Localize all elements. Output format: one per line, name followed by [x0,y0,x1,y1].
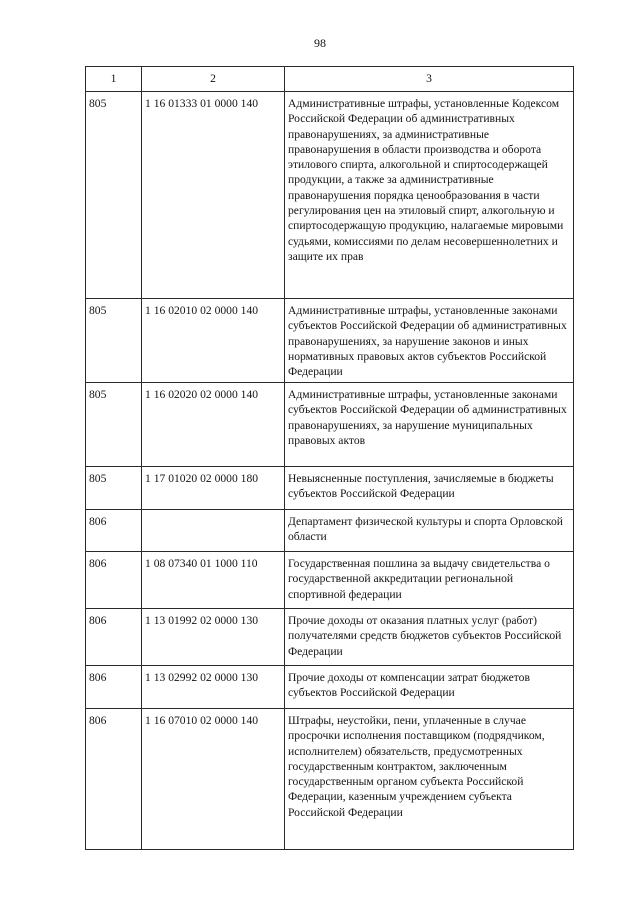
admin-code-cell: 805 [86,299,142,383]
revenue-name-cell: Административные штрафы, установленные Кодексом Российской Федерации об административных правонарушениях, за административные правонарушения в области производства и оборота этилового спирта, алкогольной и спиртосодержащей продукции, а также за административные правонарушения порядка ценообразования в части регулирования цен на этиловый спирт, алкогольную и спиртосодержащую продукцию, налагаемые мировыми судьями, комиссиями по делам несовершеннолетних и защите их прав [285,92,574,299]
revenue-code-cell: 1 13 02992 02 0000 130 [142,666,285,709]
revenue-code-cell: 1 16 01333 01 0000 140 [142,92,285,299]
table-row [86,666,574,709]
header-col-1: 1 [86,67,142,92]
revenue-code-cell: 1 17 01020 02 0000 180 [142,467,285,510]
admin-code-cell: 806 [86,552,142,609]
revenue-name-cell: Административные штрафы, установленные законами субъектов Российской Федерации об административных правонарушениях, за нарушение законов и иных нормативных правовых актов субъектов Российской Федерации [285,299,574,383]
revenue-name-cell: Штрафы, неустойки, пени, уплаченные в случае просрочки исполнения поставщиком (подрядчиком, исполнителем) обязательств, предусмотренных государственным контрактом, заключенным государственным органом субъекта Российской Федерации, казенным учреждением субъекта Российской Федерации [285,709,574,850]
table-row [86,299,574,383]
revenue-name-cell: Административные штрафы, установленные законами субъектов Российской Федерации об административных правонарушениях, за нарушение муниципальных правовых актов [285,383,574,467]
admin-code-cell: 805 [86,383,142,467]
revenue-code-cell: 1 16 02010 02 0000 140 [142,299,285,383]
page-number: 98 [314,36,326,50]
table-row [86,609,574,666]
revenue-name-cell: Прочие доходы от оказания платных услуг (работ) получателями средств бюджетов субъектов Российской Федерации [285,609,574,666]
revenue-code-cell: 1 16 02020 02 0000 140 [142,383,285,467]
header-col-3: 3 [285,67,574,92]
revenue-name-cell: Прочие доходы от компенсации затрат бюджетов субъектов Российской Федерации [285,666,574,709]
table-row [86,467,574,510]
revenue-code-cell: 1 16 07010 02 0000 140 [142,709,285,850]
table-row [86,709,574,850]
admin-code-cell: 806 [86,666,142,709]
table-header-row [86,67,574,92]
table-row [86,92,574,299]
table-row [86,510,574,552]
admin-code-cell: 805 [86,467,142,510]
admin-code-cell: 806 [86,510,142,552]
table-row [86,552,574,609]
revenue-name-cell: Департамент физической культуры и спорта Орловской области [285,510,574,552]
revenue-code-cell [142,510,285,552]
revenue-code-cell: 1 08 07340 01 1000 110 [142,552,285,609]
revenue-name-cell: Государственная пошлина за выдачу свидетельства о государственной аккредитации региональной спортивной федерации [285,552,574,609]
revenue-code-cell: 1 13 01992 02 0000 130 [142,609,285,666]
admin-code-cell: 805 [86,92,142,299]
revenue-name-cell: Невыясненные поступления, зачисляемые в бюджеты субъектов Российской Федерации [285,467,574,510]
header-col-2: 2 [142,67,285,92]
admin-code-cell: 806 [86,709,142,850]
revenue-codes-table [85,66,574,850]
admin-code-cell: 806 [86,609,142,666]
table-row [86,383,574,467]
